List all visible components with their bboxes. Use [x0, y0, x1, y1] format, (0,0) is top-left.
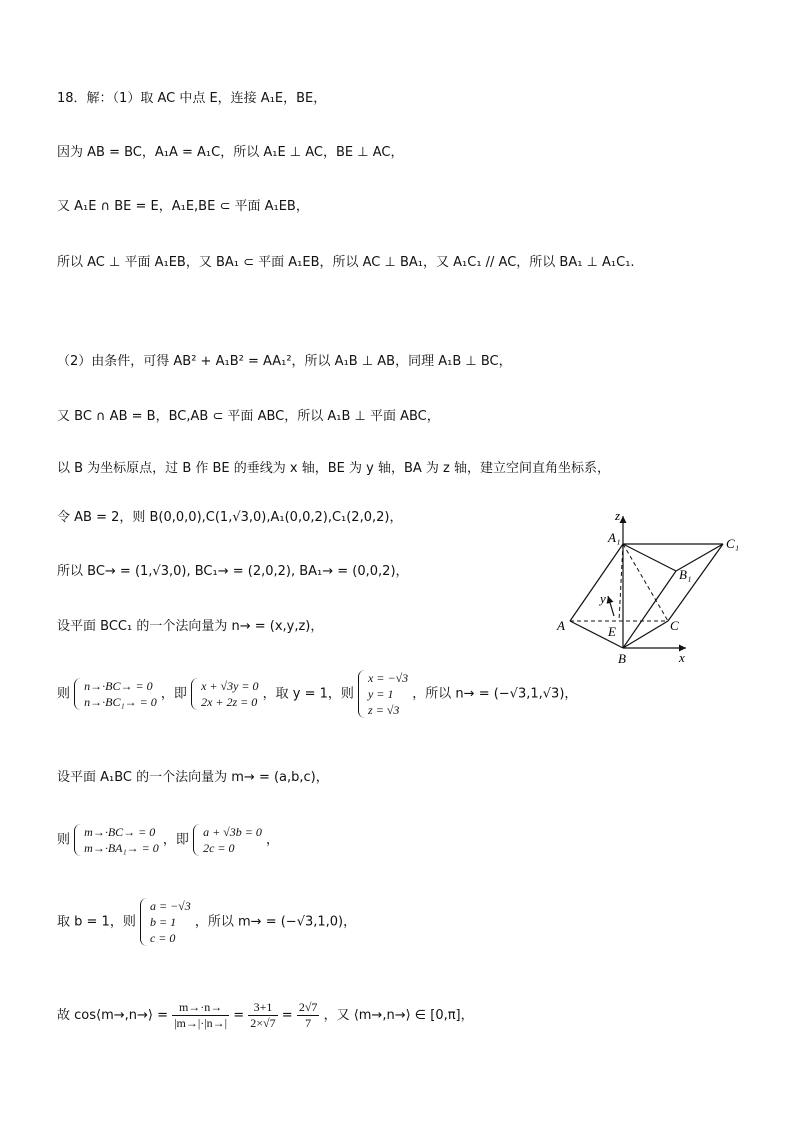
- line-13-mid: ，即: [162, 832, 189, 848]
- label-c1: C₁: [726, 536, 740, 551]
- line-14-suffix: ，所以 m→ = (−√3,1,0)，: [194, 914, 357, 930]
- label-b: B: [618, 651, 626, 666]
- equals-sign: =: [281, 1008, 293, 1023]
- line-6: 又 BC ∩ AB = B，BC,AB ⊂ 平面 ABC，所以 A₁B ⊥ 平面 ABC，: [57, 409, 440, 424]
- prism-figure: [548, 508, 748, 668]
- system-row: b = 1: [149, 915, 177, 929]
- fraction-denominator: 7: [305, 1016, 312, 1030]
- system-row: y = 1: [368, 687, 394, 701]
- line-4: 所以 AC ⊥ 平面 A₁EB，又 BA₁ ⊂ 平面 A₁EB，所以 AC ⊥ BA₁，又 A₁C₁ // AC，所以 BA₁ ⊥ A₁C₁.: [57, 255, 635, 270]
- fraction-denominator: |m→|·|n→|: [174, 1016, 228, 1030]
- label-c: C: [670, 618, 679, 633]
- label-a: A: [557, 618, 565, 633]
- y-axis: [608, 596, 614, 616]
- line-7: 以 B 为坐标原点，过 B 作 BE 的垂线为 x 轴，BE 为 y 轴，BA 为 z 轴，建立空间直角坐标系，: [57, 461, 610, 476]
- solution-n-system: [358, 670, 408, 718]
- label-x: x: [679, 650, 685, 665]
- equals-sign: =: [233, 1008, 245, 1023]
- brace: [358, 670, 365, 718]
- system-row: a = −√3: [149, 899, 191, 913]
- line-5: （2）由条件，可得 AB² + A₁B² = AA₁²，所以 A₁B ⊥ AB，同理 A₁B ⊥ BC，: [57, 354, 512, 369]
- system-row: c = 0: [149, 931, 176, 945]
- normal-n-system: [74, 678, 157, 710]
- line-11: [57, 670, 577, 718]
- line-12: 设平面 A₁BC 的一个法向量为 m→ = (a,b,c)，: [57, 770, 329, 785]
- expanded-m-system: [193, 824, 262, 856]
- line-10: 设平面 BCC₁ 的一个法向量为 n→ = (x,y,z)，: [57, 619, 324, 634]
- normal-m-system: [74, 824, 159, 856]
- system-row: z = √3: [368, 703, 400, 717]
- line-14: [57, 898, 356, 946]
- brace: [74, 824, 81, 856]
- result-fraction: [297, 1000, 320, 1031]
- value-fraction: [248, 1000, 277, 1031]
- line-11-mid2: ，取 y = 1，则: [262, 686, 354, 702]
- solution-m-system: [140, 898, 191, 946]
- line-15-suffix: ，又 ⟨m→,n→⟩ ∈ [0,π]，: [323, 1008, 474, 1023]
- line-13: [57, 824, 279, 856]
- system-row: x = −√3: [368, 671, 409, 685]
- line-11-suffix: ，所以 n→ = (−√3,1,√3)，: [412, 686, 578, 702]
- brace: [193, 824, 200, 856]
- fraction-numerator: m→·n→: [172, 1000, 229, 1016]
- line-13-prefix: 则: [57, 832, 71, 848]
- label-b1: B₁: [679, 567, 692, 582]
- system-row: n→·BC₁→ = 0: [84, 695, 157, 709]
- brace: [191, 678, 198, 710]
- line-9: 所以 BC→ = (1,√3,0), BC₁→ = (2,0,2), BA₁→ = (0,0,2)，: [57, 564, 409, 579]
- label-e: E: [608, 624, 616, 639]
- line-15: [57, 1000, 474, 1031]
- edge-c-c1: [668, 544, 723, 621]
- line-1: 18．解：（1）取 AC 中点 E，连接 A₁E，BE，: [57, 91, 327, 106]
- expanded-n-system: [191, 678, 258, 710]
- system-row: a + √3b = 0: [203, 825, 262, 839]
- line-15-prefix: 故 cos⟨m→,n→⟩ =: [57, 1008, 168, 1023]
- edge-b-c: [623, 621, 668, 648]
- fraction-numerator: 3+1: [248, 1000, 277, 1016]
- edge-b-b1: [623, 571, 676, 648]
- label-a1: A₁: [608, 530, 621, 545]
- label-z: z: [615, 508, 621, 523]
- edge-a-a1: [570, 544, 623, 621]
- system-row: 2c = 0: [203, 841, 235, 855]
- cosine-fraction: [172, 1000, 229, 1031]
- fraction-numerator: 2√7: [298, 1000, 318, 1014]
- fraction-denominator: 2×√7: [250, 1016, 276, 1030]
- line-13-suffix: ，: [265, 832, 279, 848]
- system-row: 2x + 2z = 0: [201, 695, 258, 709]
- label-y: y: [600, 591, 606, 606]
- line-8: 令 AB = 2，则 B(0,0,0),C(1,√3,0),A₁(0,0,2),C₁(2,0,2)，: [57, 510, 403, 525]
- line-2: 因为 AB = BC，A₁A = A₁C，所以 A₁E ⊥ AC，BE ⊥ AC，: [57, 145, 404, 160]
- line-3: 又 A₁E ∩ BE = E，A₁E,BE ⊂ 平面 A₁EB，: [57, 199, 309, 214]
- brace: [140, 898, 147, 946]
- system-row: m→·BC→ = 0: [84, 825, 156, 839]
- system-row: n→·BC→ = 0: [84, 679, 153, 693]
- brace: [74, 678, 81, 710]
- system-row: m→·BA₁→ = 0: [84, 841, 159, 855]
- line-11-mid: ，即: [160, 686, 187, 702]
- line-11-prefix: 则: [57, 686, 71, 702]
- line-14-prefix: 取 b = 1，则: [57, 914, 136, 930]
- system-row: x + √3y = 0: [201, 679, 259, 693]
